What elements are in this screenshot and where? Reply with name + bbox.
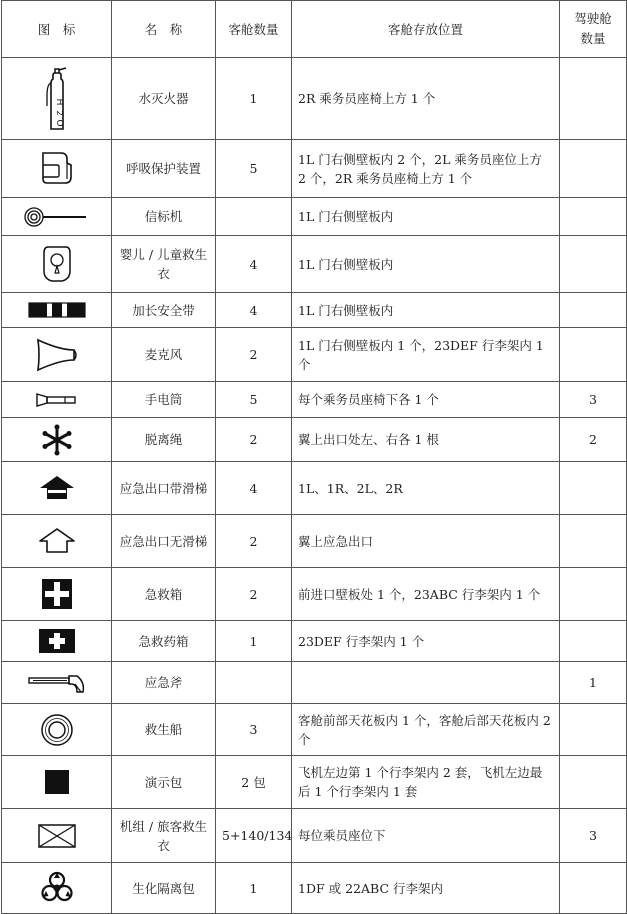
megaphone-icon <box>34 336 80 374</box>
item-name: 加长安全带 <box>112 293 216 328</box>
table-row <box>2 621 627 662</box>
cabin-location: 1DF 或 22ABC 行李架内 <box>292 863 560 914</box>
cabin-location: 前进口壁板处 1 个，23ABC 行李架内 1 个 <box>292 568 560 621</box>
cabin-qty: 2 <box>216 418 292 462</box>
item-name: 手电筒 <box>112 382 216 418</box>
crew-passenger-lifevest-icon <box>38 824 76 848</box>
cabin-qty: 4 <box>216 462 292 515</box>
cabin-qty: 2 <box>216 328 292 382</box>
cabin-qty: 2 包 <box>216 756 292 809</box>
cockpit-qty <box>560 863 627 914</box>
cabin-qty: 1 <box>216 621 292 662</box>
cabin-location: 1L 门右侧壁板内 <box>292 236 560 293</box>
cockpit-qty <box>560 198 627 236</box>
cockpit-qty <box>560 58 627 140</box>
table-row <box>2 418 627 462</box>
cockpit-qty: 1 <box>560 662 627 704</box>
table-row <box>2 328 627 382</box>
beacon-icon <box>22 205 92 229</box>
equipment-table <box>1 0 627 914</box>
table-row <box>2 293 627 328</box>
cabin-qty: 1 <box>216 58 292 140</box>
svg-text:H: H <box>53 98 64 105</box>
table-row <box>2 462 627 515</box>
table-row <box>2 704 627 756</box>
item-name: 应急斧 <box>112 662 216 704</box>
cabin-location: 1L 门右侧壁板内 <box>292 198 560 236</box>
cabin-location: 翼上出口处左、右各 1 根 <box>292 418 560 462</box>
table-row <box>2 756 627 809</box>
cabin-qty: 1 <box>216 863 292 914</box>
cabin-qty <box>216 198 292 236</box>
cabin-qty: 4 <box>216 293 292 328</box>
exit-no-slide-icon <box>37 526 77 556</box>
table-row <box>2 568 627 621</box>
item-name: 脱离绳 <box>112 418 216 462</box>
cockpit-qty <box>560 293 627 328</box>
table-row <box>2 863 627 914</box>
cabin-qty: 5 <box>216 140 292 198</box>
table-row <box>2 58 627 140</box>
table-row <box>2 140 627 198</box>
demo-kit-icon <box>44 769 70 795</box>
cockpit-qty <box>560 328 627 382</box>
item-name: 麦克风 <box>112 328 216 382</box>
table-row <box>2 662 627 704</box>
cockpit-qty <box>560 515 627 568</box>
crash-axe-icon <box>27 670 87 696</box>
cabin-qty: 4 <box>216 236 292 293</box>
cabin-location: 1L 门右侧壁板内 2 个，2L 乘务员座位上方 2 个，2R 乘务员座椅上方 1 个 <box>292 140 560 198</box>
cockpit-qty <box>560 140 627 198</box>
cockpit-qty <box>560 568 627 621</box>
item-name: 水灭火器 <box>112 58 216 140</box>
cockpit-qty <box>560 704 627 756</box>
cockpit-qty <box>560 621 627 662</box>
svg-text:O: O <box>53 118 64 127</box>
item-name: 机组 / 旅客救生衣 <box>112 809 216 863</box>
flashlight-icon <box>35 391 79 409</box>
cabin-qty: 5+140/134 <box>216 809 292 863</box>
item-name: 急救药箱 <box>112 621 216 662</box>
table-row <box>2 809 627 863</box>
header-cabin-location: 客舱存放位置 <box>292 1 560 58</box>
cockpit-qty <box>560 236 627 293</box>
table-row <box>2 236 627 293</box>
cabin-location: 1L、1R、2L、2R <box>292 462 560 515</box>
oxygen-mask-icon <box>37 149 77 189</box>
cabin-location: 每位乘员座位下 <box>292 809 560 863</box>
cabin-location: 翼上应急出口 <box>292 515 560 568</box>
header-cabin-qty: 客舱数量 <box>216 1 292 58</box>
cabin-qty <box>216 662 292 704</box>
cabin-location: 每个乘务员座椅下各 1 个 <box>292 382 560 418</box>
item-name: 应急出口无滑梯 <box>112 515 216 568</box>
life-raft-icon <box>39 712 75 748</box>
cabin-qty: 2 <box>216 515 292 568</box>
item-name: 应急出口带滑梯 <box>112 462 216 515</box>
exit-with-slide-icon <box>37 473 77 503</box>
item-name: 急救箱 <box>112 568 216 621</box>
cabin-location <box>292 662 560 704</box>
biohazard-kit-icon <box>39 870 75 906</box>
cabin-qty: 3 <box>216 704 292 756</box>
table-row <box>2 382 627 418</box>
medical-kit-icon <box>38 628 76 654</box>
cockpit-qty: 3 <box>560 809 627 863</box>
item-name: 救生船 <box>112 704 216 756</box>
cockpit-qty <box>560 462 627 515</box>
escape-rope-icon <box>41 424 73 456</box>
seatbelt-extension-icon <box>28 302 86 318</box>
table-row <box>2 198 627 236</box>
cockpit-qty: 2 <box>560 418 627 462</box>
child-lifevest-icon <box>42 243 72 285</box>
cabin-location: 飞机左边第 1 个行李架内 2 套，飞机左边最后 1 个行李架内 1 套 <box>292 756 560 809</box>
first-aid-kit-icon <box>41 578 73 610</box>
item-name: 婴儿 / 儿童救生衣 <box>112 236 216 293</box>
cabin-qty: 2 <box>216 568 292 621</box>
svg-text:2: 2 <box>54 109 64 116</box>
extinguisher-icon <box>42 66 72 132</box>
cockpit-qty <box>560 756 627 809</box>
item-name: 呼吸保护装置 <box>112 140 216 198</box>
header-icon: 图 标 <box>2 1 112 58</box>
cabin-location: 2R 乘务员座椅上方 1 个 <box>292 58 560 140</box>
header-cockpit-qty: 驾驶舱数量 <box>560 1 627 58</box>
cockpit-qty: 3 <box>560 382 627 418</box>
cabin-qty: 5 <box>216 382 292 418</box>
item-name: 信标机 <box>112 198 216 236</box>
cabin-location: 23DEF 行李架内 1 个 <box>292 621 560 662</box>
cabin-location: 1L 门右侧壁板内 1 个，23DEF 行李架内 1 个 <box>292 328 560 382</box>
header-row <box>2 1 627 58</box>
cabin-location: 1L 门右侧壁板内 <box>292 293 560 328</box>
item-name: 生化隔离包 <box>112 863 216 914</box>
table-row <box>2 515 627 568</box>
item-name: 演示包 <box>112 756 216 809</box>
header-name: 名 称 <box>112 1 216 58</box>
cabin-location: 客舱前部天花板内 1 个，客舱后部天花板内 2 个 <box>292 704 560 756</box>
